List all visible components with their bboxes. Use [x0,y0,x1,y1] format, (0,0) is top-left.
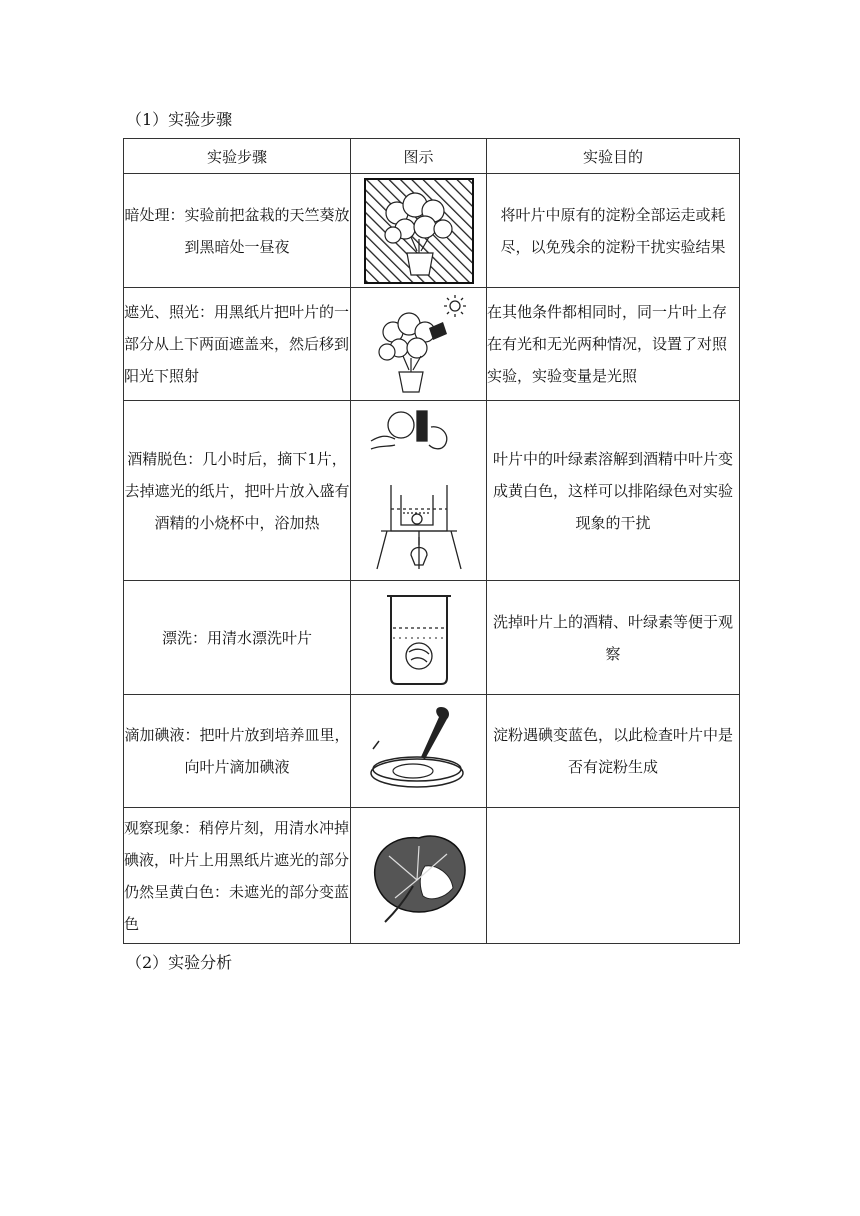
figure-cell [351,808,487,944]
purpose-cell: 在其他条件都相同时，同一片叶上存在有光和无光两种情况，设置了对照实验，实验变量是光照 [487,288,740,401]
table-header-row [124,139,740,174]
table-row [124,695,740,808]
purpose-cell: 将叶片中原有的淀粉全部运走或耗尽，以免残余的淀粉干扰实验结果 [487,174,740,288]
potted-plant-in-dark-icon [363,177,475,285]
purpose-cell: 淀粉遇碘变蓝色，以此检查叶片中是否有淀粉生成 [487,695,740,808]
table-row [124,808,740,944]
leaf-and-water-bath-heating-icon [361,405,477,577]
step-cell: 滴加碘液：把叶片放到培养皿里，向叶片滴加碘液 [124,695,351,808]
table-row [124,401,740,581]
beaker-with-leaf-icon [379,590,459,686]
figure-cell [351,581,487,695]
experiment-table [123,138,740,944]
step-cell: 观察现象：稍停片刻，用清水冲掉碘液，叶片上用黑纸片遮光的部分仍然呈黄白色：未遮光的部分变蓝色 [124,808,351,944]
section-title-analysis: （2）实验分析 [126,953,233,972]
potted-plant-with-sun-icon [363,292,475,396]
purpose-cell: 叶片中的叶绿素溶解到酒精中叶片变成黄白色，这样可以排陷绿色对实验现象的干扰 [487,401,740,581]
table-row [124,581,740,695]
figure-cell [351,695,487,808]
step-cell: 遮光、照光：用黑纸片把叶片的一部分从上下两面遮盖来，然后移到阳光下照射 [124,288,351,401]
table-row [124,288,740,401]
step-cell: 漂洗：用清水漂洗叶片 [124,581,351,695]
header-step: 实验步骤 [124,139,351,174]
step-cell: 酒精脱色：几小时后，摘下1片，去掉遮光的纸片，把叶片放入盛有酒精的小烧杯中，浴加热 [124,401,351,581]
stained-leaf-icon [365,826,473,926]
figure-cell [351,174,487,288]
header-figure: 图示 [351,139,487,174]
dropper-petri-dish-icon [363,701,475,801]
header-purpose: 实验目的 [487,139,740,174]
purpose-cell: 洗掉叶片上的酒精、叶绿素等便于观察 [487,581,740,695]
figure-cell [351,401,487,581]
section-title-steps: （1）实验步骤 [126,110,233,129]
purpose-cell [487,808,740,944]
step-cell: 暗处理：实验前把盆栽的天竺葵放到黑暗处一昼夜 [124,174,351,288]
figure-cell [351,288,487,401]
table-row [124,174,740,288]
